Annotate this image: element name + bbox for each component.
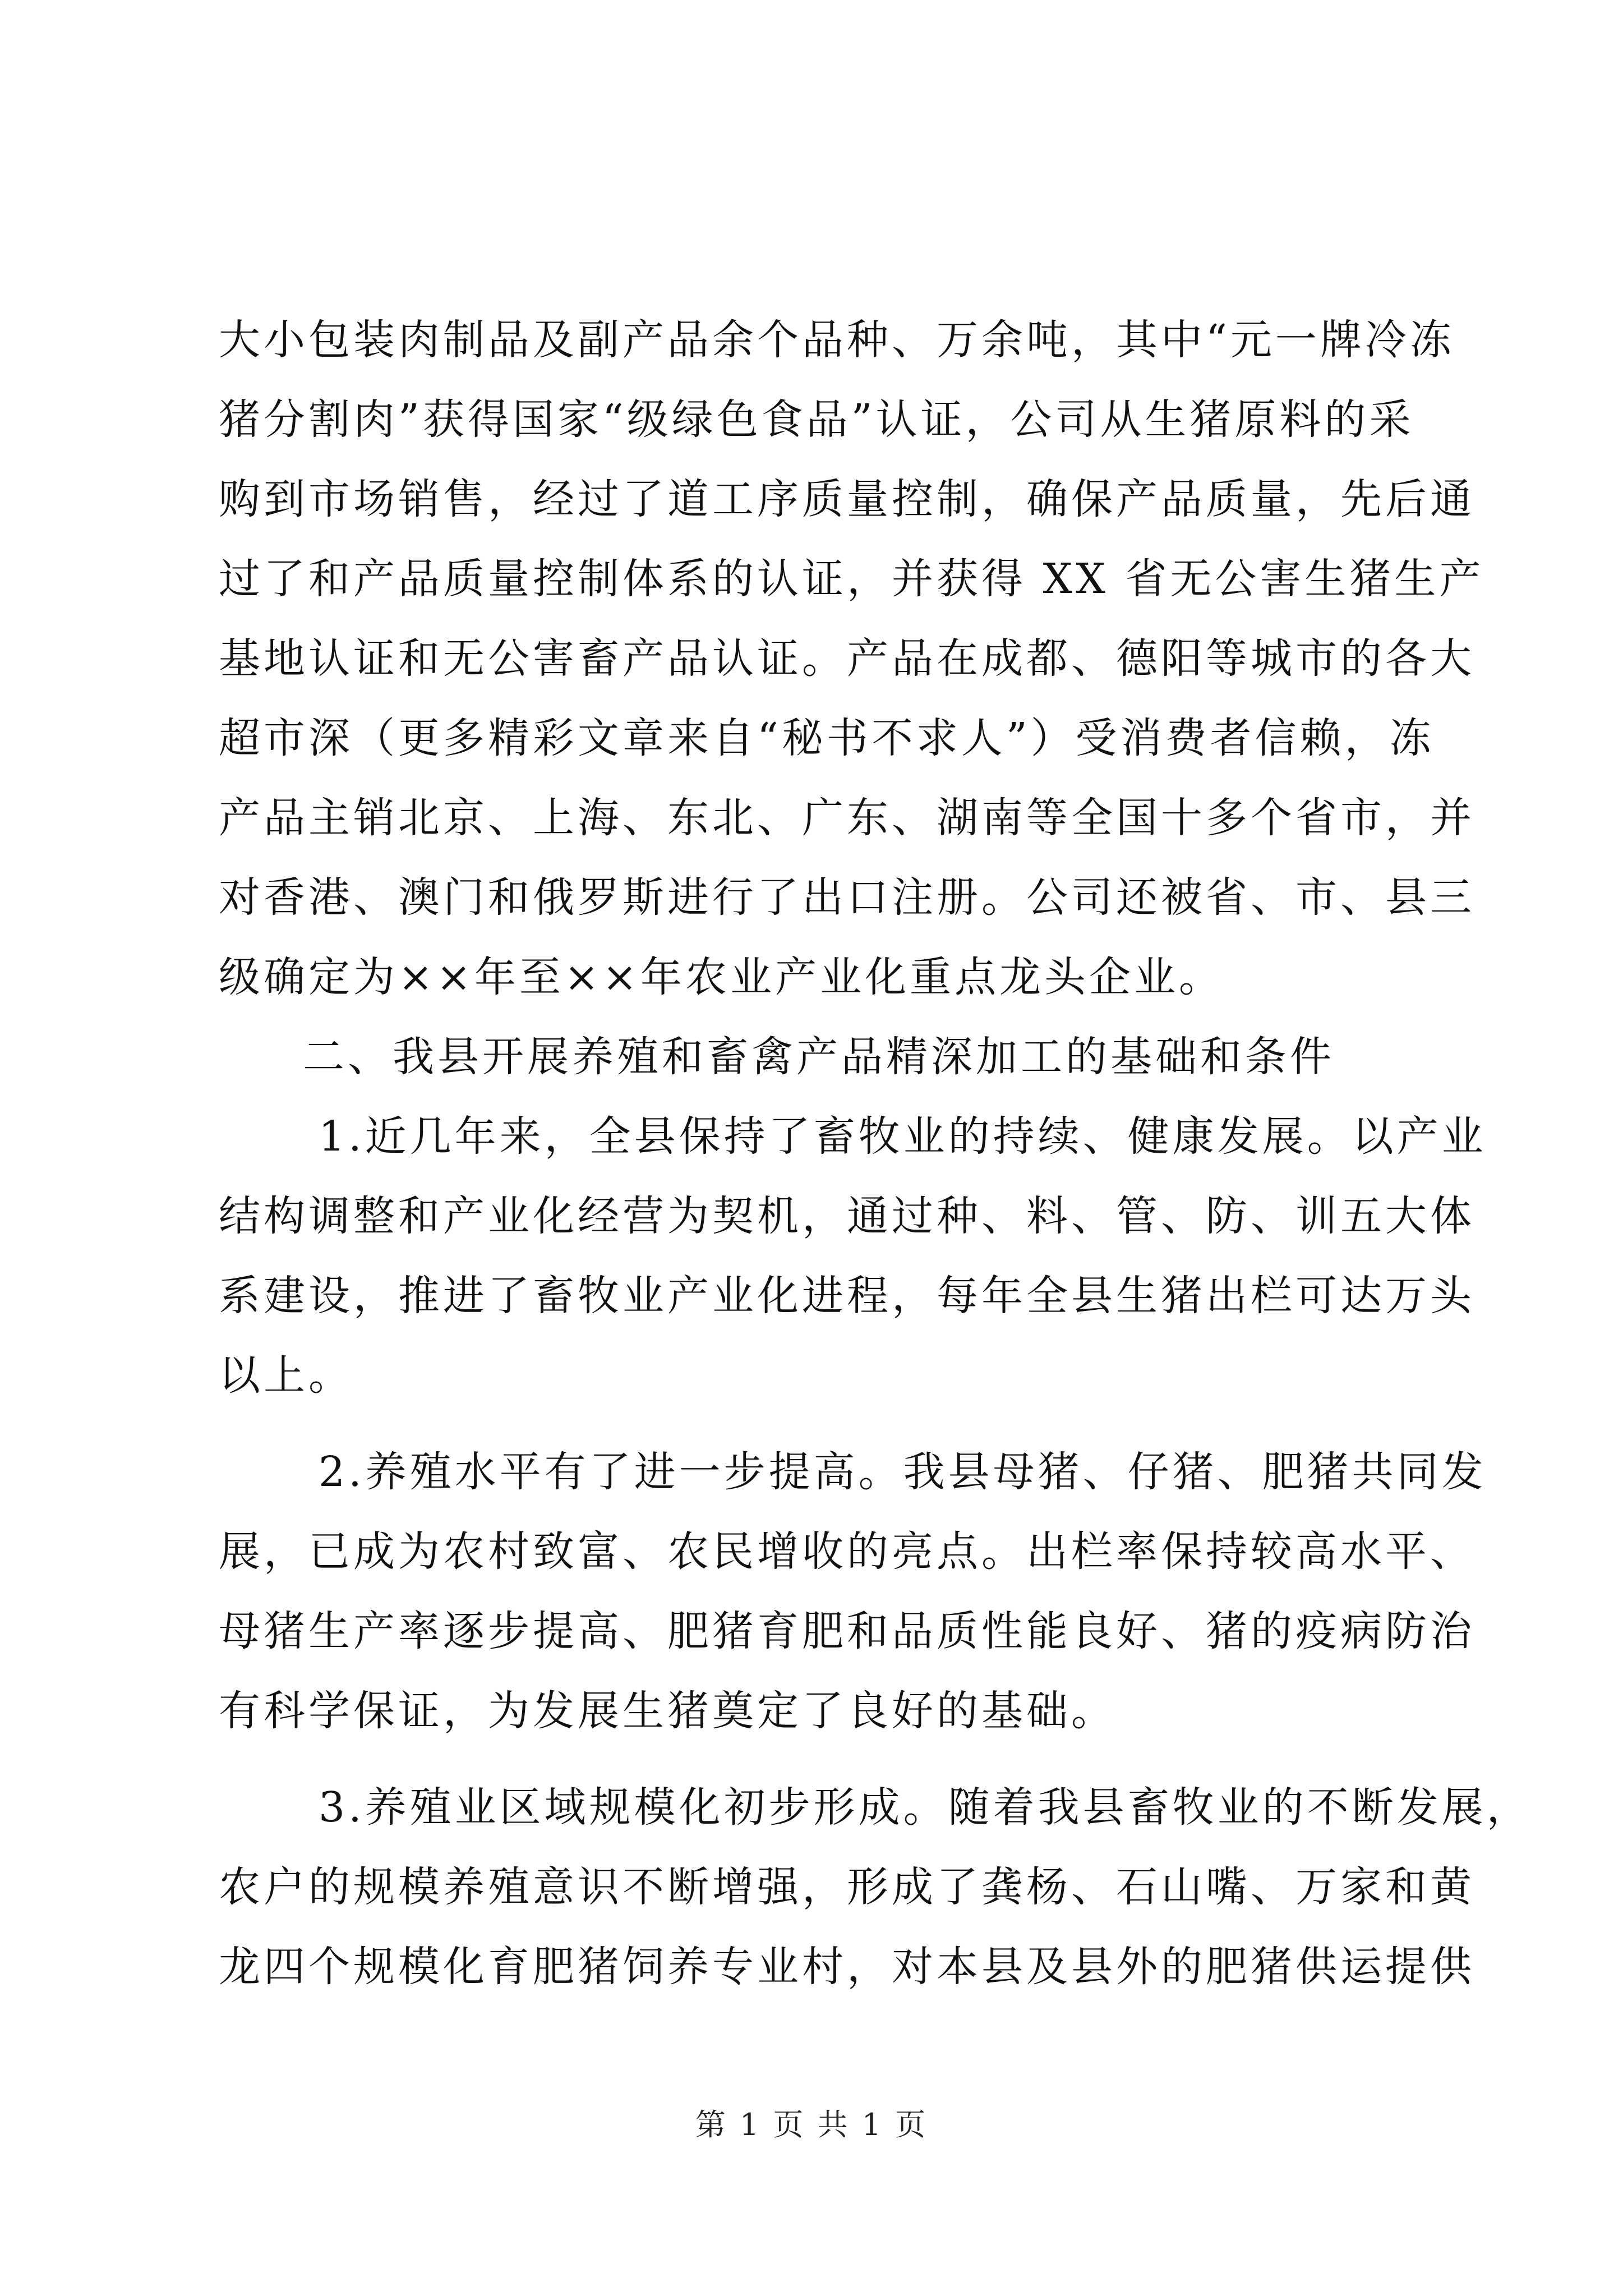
text-line: 农户的规模养殖意识不断增强，形成了龚杨、石山嘴、万家和黄	[219, 1863, 1475, 1911]
text-line: 系建设，推进了畜牧业产业化进程，每年全县生猪出栏可达万头	[219, 1272, 1475, 1320]
section-heading: 二、我县开展养殖和畜禽产品精深加工的基础和条件	[303, 1033, 1335, 1081]
text-line: 龙四个规模化育肥猪饲养专业村，对本县及县外的肥猪供运提供	[219, 1943, 1475, 1991]
text-line: 产品主销北京、上海、东北、广东、湖南等全国十多个省市，并	[219, 794, 1475, 842]
text-line: 过了和产品质量控制体系的认证，并获得 XX 省无公害生猪生产	[219, 555, 1484, 603]
text-line: 大小包装肉制品及副产品余个品种、万余吨，其中“元一牌冷冻	[219, 316, 1455, 364]
text-line: 超市深（更多精彩文章来自“秘书不求人”）受消费者信赖，冻	[219, 714, 1435, 762]
text-line: 以上。	[219, 1351, 353, 1400]
text-line: 有科学保证，为发展生猪奠定了良好的基础。	[219, 1687, 1116, 1735]
text-line: 展，已成为农村致富、农民增收的亮点。出栏率保持较高水平、	[219, 1527, 1475, 1576]
page-footer: 第 1 页 共 1 页	[695, 2107, 928, 2142]
document-body	[219, 300, 1532, 2007]
text-line: 对香港、澳门和俄罗斯进行了出口注册。公司还被省、市、县三	[219, 873, 1475, 922]
text-line: 母猪生产率逐步提高、肥猪育肥和品质性能良好、猪的疫病防治	[219, 1607, 1475, 1655]
text-line: 级确定为××年至××年农业产业化重点龙头企业。	[219, 953, 1224, 1001]
text-line: 3.养殖业区域规模化初步形成。随着我县畜牧业的不断发展，	[319, 1783, 1532, 1832]
text-line: 2.养殖水平有了进一步提高。我县母猪、仔猪、肥猪共同发	[319, 1448, 1487, 1496]
text-line: 1.近几年来，全县保持了畜牧业的持续、健康发展。以产业	[319, 1112, 1487, 1161]
text-line: 结构调整和产业化经营为契机，通过种、料、管、防、训五大体	[219, 1192, 1475, 1240]
text-line: 猪分割肉”获得国家“级绿色食品”认证，公司从生猪原料的采	[219, 395, 1414, 444]
text-line: 基地认证和无公害畜产品认证。产品在成都、德阳等城市的各大	[219, 634, 1475, 683]
text-line: 购到市场销售，经过了道工序质量控制，确保产品质量，先后通	[219, 475, 1475, 523]
